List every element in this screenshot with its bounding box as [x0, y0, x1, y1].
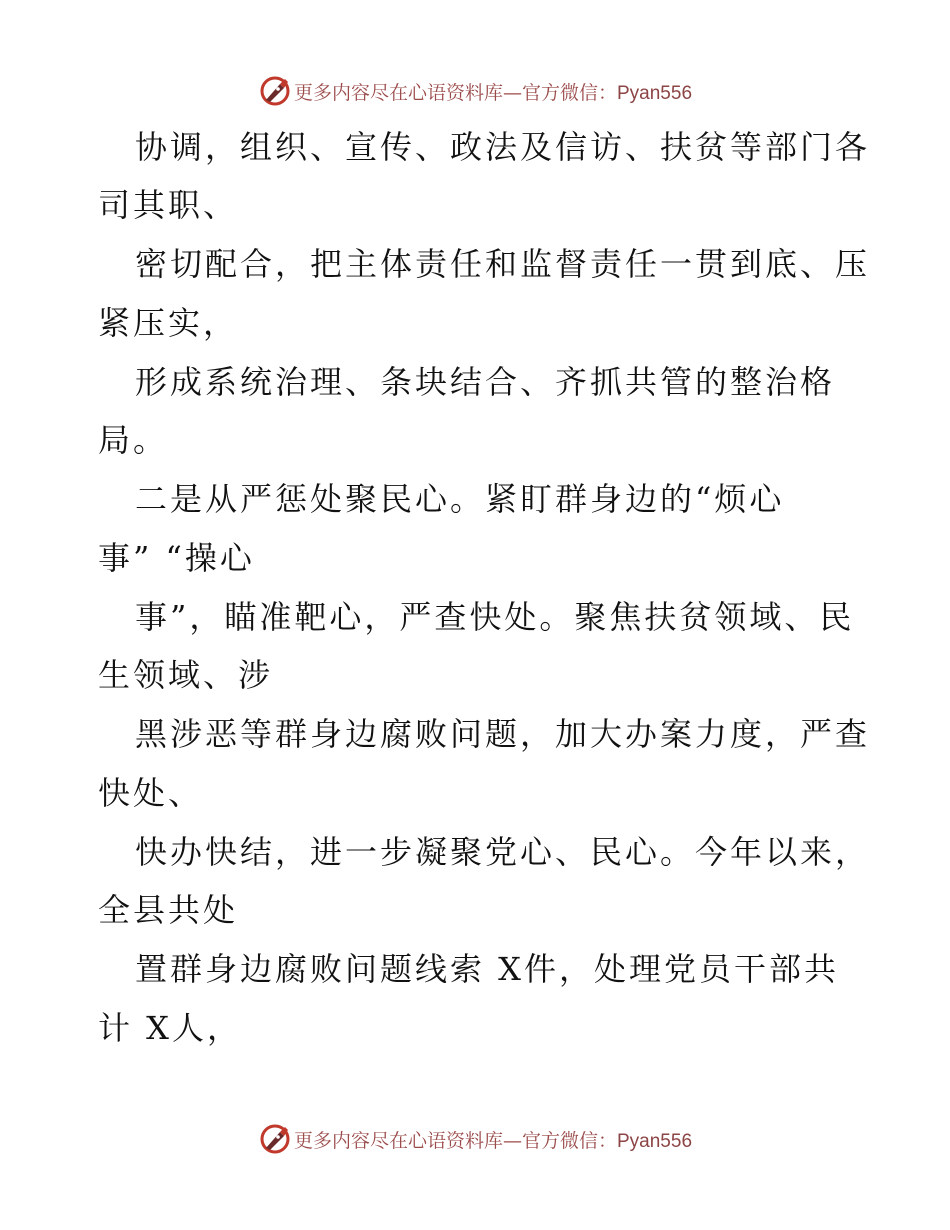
body-line: 事” “操心 [98, 539, 255, 577]
footer-banner-main: 更多内容尽在心语资料库 [293, 1129, 503, 1152]
body-line: 全县共处 [98, 891, 239, 929]
body-line: 置群身边腐败问题线索 X件，处理党员干部共 [135, 950, 839, 988]
header-banner-dash: — [502, 81, 522, 104]
body-line: 黑涉恶等群身边腐败问题，加大办案力度，严查 [135, 715, 871, 753]
body-line: 局。 [98, 421, 169, 459]
header-banner-wechat: Pyan556 [617, 82, 693, 104]
body-line: 事”，瞄准靶心，严查快处。聚焦扶贫领域、民 [135, 598, 855, 636]
footer-banner-text [294, 1126, 692, 1153]
body-line: 形成系统治理、条块结合、齐抓共管的整治格 [135, 363, 836, 401]
body-line: 密切配合，把主体责任和监督责任一贯到底、压 [135, 245, 871, 283]
body-line: 紧压实， [98, 304, 239, 342]
pen-nib-logo-icon [258, 1122, 292, 1156]
footer-banner-dash: — [502, 1129, 522, 1152]
header-banner-main: 更多内容尽在心语资料库 [293, 81, 503, 104]
body-line: 计 X人， [98, 1009, 242, 1047]
body-line: 协调，组织、宣传、政法及信访、扶贫等部门各 [135, 128, 871, 166]
footer-banner [0, 1119, 950, 1159]
body-line: 快处、 [98, 774, 204, 812]
footer-banner-wechat: Pyan556 [617, 1130, 693, 1152]
header-banner-official: 官方微信： [521, 81, 617, 104]
footer-banner-official: 官方微信： [521, 1129, 617, 1152]
body-line: 快办快结，进一步凝聚党心、民心。今年以来， [135, 833, 871, 871]
body-line: 司其职、 [98, 186, 239, 224]
body-line: 生领域、涉 [98, 656, 274, 694]
body-line: 二是从严惩处聚民心。紧盯群身边的“烦心 [135, 480, 785, 518]
